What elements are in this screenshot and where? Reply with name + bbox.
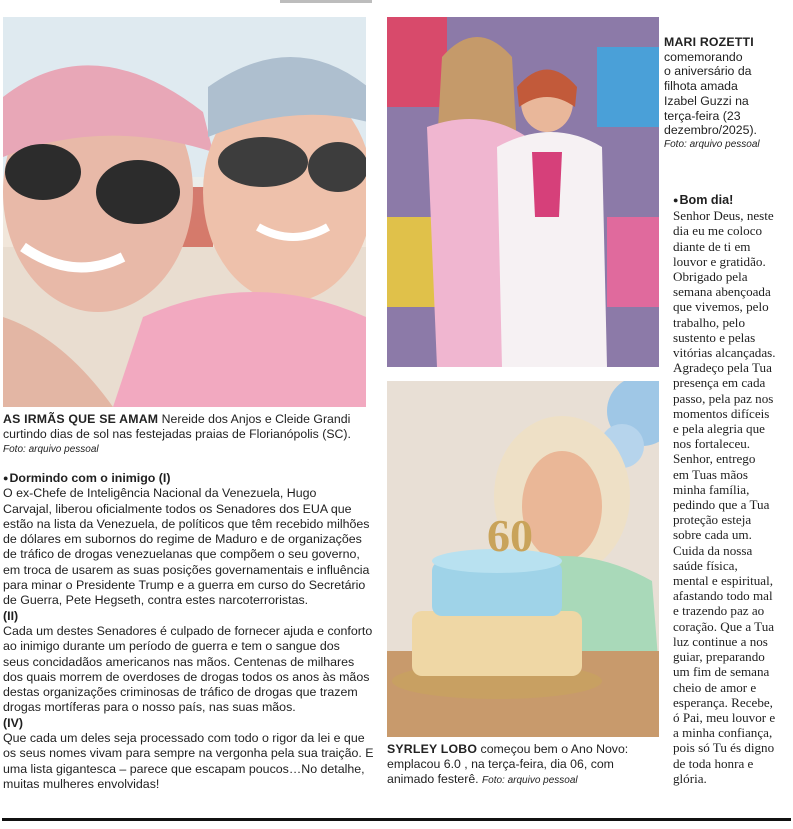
prayer-line: Obrigado pela [673,269,748,285]
prayer-line: semana abençoada [673,284,771,300]
caption-mari-line: o aniversário da [664,64,752,79]
article-heading-3: (IV) [3,715,23,730]
prayer-line: dia eu me coloco [673,223,763,239]
cake-topper-number: 60 [487,510,533,561]
prayer-line: presença em cada [673,375,766,391]
prayer-line: pedindo que a Tua [673,497,770,513]
prayer-line: ó Pai, meu louvor e [673,709,776,725]
article-line: destas organizações criminosas de tráfico de drogas que trazem [3,685,358,700]
photo-syrley-cake [387,381,659,737]
article-line: de dólares em subornos do regime de Maduro e de organizações [3,532,362,547]
caption-syrley-line1: começou bem o Ano Novo: [480,742,629,756]
prayer-line: de toda honra e [673,755,754,771]
prayer-line: proteção esteja [673,512,752,528]
photo-cake-illustration [387,381,659,737]
caption-sisters-line2: curtindo dias de sol nas festejadas praias de Florianópolis (SC). [3,427,351,441]
prayer-text [673,208,791,786]
caption-mari-line: dezembro/2025). [664,123,757,138]
photo-sisters-beach [3,17,366,407]
prayer-line: passo, pela paz nos [673,390,774,406]
prayer-line: sustento e pelas [673,329,756,345]
prayer-line: um fim de semana [673,664,770,680]
top-rule [280,0,372,3]
caption-sisters-credit: Foto: arquivo pessoal [3,444,99,455]
prayer-line: louvor e gratidão. [673,253,766,269]
article-line: estão na lista da Venezuela, de políticos que têm recebido milhões [3,516,370,531]
prayer-line: a minha confiança, [673,725,773,741]
caption-mari-line: Izabel Guzzi na [664,93,749,108]
prayer-line: pois só Tu és digno [673,740,775,756]
prayer-line: afastando todo mal [673,588,773,604]
prayer-heading: ● Bom dia! [673,193,791,208]
prayer-line: e trazendo paz ao [673,603,765,619]
prayer-line: cheio de amor e [673,679,757,695]
prayer-line: que vivemos, pelo [673,299,769,315]
article-line: em troca de usarem as suas posições governamentais e influência [3,562,370,577]
prayer-line: e pela alegria que [673,421,765,437]
article-line: os seus nomes vivam para sempre na vergonha pela sua traição. E [3,746,374,761]
prayer-line: Agradeço pela Tua [673,360,772,376]
caption-sisters [3,412,368,457]
caption-syrley [387,742,667,788]
caption-syrley-line3: animado festerê. [387,772,479,786]
caption-syrley-line2: emplacou 6.0 , na terça-feira, dia 06, com [387,757,614,771]
prayer-line: em Tuas mãos [673,466,748,482]
article-line: seus concidadãos americanos nas mãos. Centenas de milhares [3,654,355,669]
prayer-line: guiar, preparando [673,649,765,665]
article-line: Carvajal, liberou oficialmente todos os Senadores dos EUA que [3,501,352,516]
article-line: uma lista gigantesca – parece que escapam poucos…No detalhe, [3,761,365,776]
prayer-line: Senhor, entrego [673,451,756,467]
prayer-line: coração. Que a Tua [673,618,775,634]
prayer-line: trabalho, pelo [673,314,745,330]
prayer-line: vitórias alcançadas. [673,345,776,361]
article-line: para minar o Presidente Trump e a guerra em curso do Secretário [3,578,366,593]
article-line: muitas mulheres envolvidas! [3,776,160,791]
article-line: O ex-Chefe de Inteligência Nacional da Venezuela, Hugo [3,486,317,501]
article-line: de Guerra, Pete Hegseth, contra estes narcoterroristas. [3,593,309,608]
prayer-line: mental e espiritual, [673,573,773,589]
prayer-line: saúde física, [673,557,738,573]
prayer-line: glória. [673,770,707,786]
caption-mari-line: comemorando [664,49,743,64]
caption-mari-name: MARI ROZETTI [664,35,754,49]
article-line: Que cada um deles seja processado com todo o rigor da lei e que [3,731,365,746]
bottom-rule [2,818,791,821]
article-line: dos quais morrem de overdoses de drogas todos os anos às mãos [3,669,370,684]
caption-mari-rozetti [664,35,792,153]
caption-syrley-credit: Foto: arquivo pessoal [482,775,578,786]
caption-sisters-name: AS IRMÃS QUE SE AMAM [3,412,159,426]
article-line: ao inimigo durante um período de guerra e tem o sangue dos [3,639,340,654]
prayer-line: momentos difíceis [673,405,770,421]
article-line: drogas mortíferas para o nosso país, nas suas mãos. [3,700,296,715]
prayer-line: minha família, [673,481,750,497]
caption-sisters-line1: Nereide dos Anjos e Cleide Grandi [161,412,351,426]
photo-sisters-illustration [3,17,366,407]
prayer-bom-dia [673,193,791,786]
caption-syrley-name: SYRLEY LOBO [387,742,478,756]
caption-mari-line: filhota amada [664,79,738,94]
prayer-line: sobre cada um. [673,527,752,543]
prayer-line: diante de ti em [673,238,751,254]
article-heading-1: ● Dormindo com o inimigo (I) [3,471,378,486]
prayer-line: esperança. Recebe, [673,694,773,710]
caption-mari-line: terça-feira (23 [664,108,741,123]
article-line: de tráfico de drogas venezuelanas que compõem o seu governo, [3,547,360,562]
article-line: Cada um destes Senadores é culpado de fornecer ajuda e conforto [3,623,373,638]
prayer-line: Cuida da nossa [673,542,753,558]
photo-birthday-illustration [387,17,659,367]
article-dormindo-com-o-inimigo [3,471,378,792]
prayer-line: nos fortaleceu. [673,436,751,452]
prayer-line: Senhor Deus, neste [673,208,774,224]
caption-mari-credit: Foto: arquivo pessoal [664,138,760,150]
prayer-line: luz continue a nos [673,633,768,649]
photo-mari-rozetti-izabel [387,17,659,367]
article-heading-2: (II) [3,608,19,623]
